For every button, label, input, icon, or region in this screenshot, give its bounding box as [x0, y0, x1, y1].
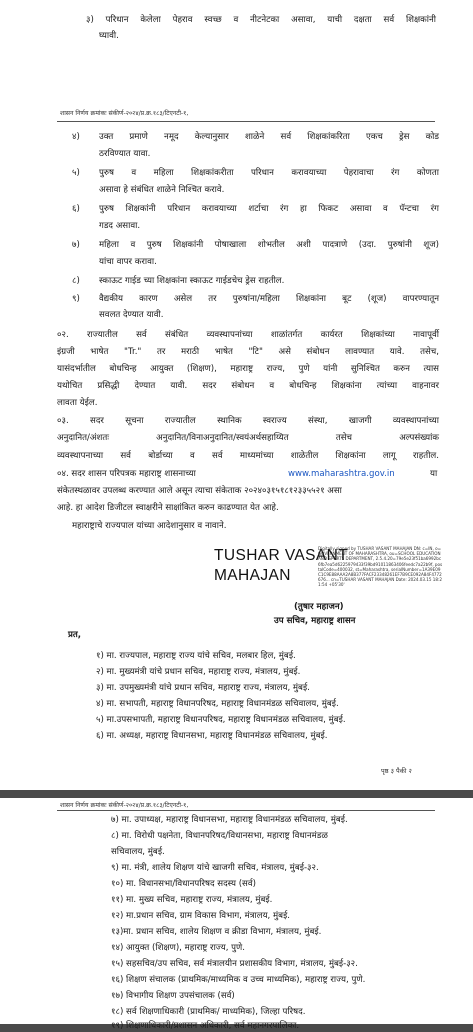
item-8-line-1: स्काऊट गाईड च्या शिक्षकांना स्काऊट गाईडचेच ड्रेस राहतील. [99, 276, 285, 286]
copy-list-item: १४) आयुक्त (शिक्षण), महाराष्ट्र राज्य, पुणे. [111, 943, 245, 953]
paragraph-line: ०२. राज्यातील सर्व संबंधित व्यवस्थापनांच्या शाळांतर्गत कार्यरत शिक्षकांच्या नावापूर्वी [57, 330, 439, 340]
item-number: ५) [72, 168, 80, 178]
header-divider [57, 810, 435, 811]
item-7-line-1: महिला व पुरुष शिक्षकांनी पोषाखाला शोभतील अशी पादत्राणे (उदा. पुरुषांनी शूज) [99, 240, 439, 250]
copy-list-item: १६) शिक्षण संचालक (प्राथमिक/माध्यमिक व उच्च माध्यमिक), महाराष्ट्र राज्य, पुणे. [111, 975, 366, 985]
page-separator [0, 790, 473, 798]
copy-list-item: ८) मा. विरोधी पक्षनेता, विधानपरिषद/विधानसभा, महाराष्ट्र विधानमंडळ [111, 831, 328, 841]
copy-list-item: ६) मा. अध्यक्ष, महाराष्ट्र विधानसभा, महाराष्ट्र विधानमंडळ सचिवालय, मुंबई. [96, 731, 328, 741]
item-3-line-1: ३) परिधान केलेला पेहराव स्वच्छ व नीटनेटका असावा, याची दक्षता सर्व शिक्षकांनी [86, 15, 436, 25]
copy-list-item: १५) सहसचिव/उप सचिव, सर्व मंत्रालयीन प्रशासकीय विभाग, मंत्रालय, मुंबई-३२. [111, 959, 358, 969]
paragraph-line: इंग्रजी भाषेत "Tr." तर मराठी भाषेत "टि" असे संबोधन लावण्यात यावे. तसेच, [57, 347, 439, 357]
item-6-line-1: पुरुष शिक्षकांनी परिधान करावयाच्या शर्टाचा रंग हा फिकट असावा व पॅन्टचा रंग [99, 204, 439, 214]
copy-list-item: १) मा. राज्यपाल, महाराष्ट्र राज्य यांचे सचिव, मलबार हिल, मुंबई. [96, 651, 296, 661]
paragraph-03-line: ०३. सदर सूचना राज्यातील स्थानिक स्वराज्य संस्था, खाजगी व्यवस्थापनांच्या [57, 416, 439, 426]
item-number: ४) [72, 132, 80, 142]
copy-list-item: ५) मा.उपसभापती, महाराष्ट्र विधानपरिषद, महाराष्ट्र विधानमंडळ सचिवालय, मुंबई. [96, 715, 346, 725]
copy-list-item: १३)मा. प्रधान सचिव, शालेय शिक्षण व क्रीडा विभाग, मंत्रालय, मुंबई. [111, 927, 322, 937]
item-9-line-1: वैद्यकीय कारण असेल तर पुरुषांना/महिला शिक्षकांना बूट (शूज) वापरण्यातून [99, 294, 439, 304]
signature-and-copies [0, 540, 473, 790]
paragraph-04-prefix: ०४. सदर शासन परिपत्रक महाराष्ट्र शासनाच्या [57, 469, 196, 479]
governor-order-line: महाराष्ट्राचे राज्यपाल यांच्या आदेशानुसार व नावाने. [72, 521, 227, 531]
paragraph-line: लावता येईल. [57, 398, 98, 408]
copy-to-label: प्रत, [68, 630, 82, 640]
copy-list-item-cont: सचिवालय, मुंबई. [111, 847, 165, 857]
paragraph-03-line: व्यवस्थापनाच्या सर्व बोर्डाच्या व सर्व माध्यमांच्या शाळेतील शिक्षकांना लागू राहतील. [57, 451, 439, 461]
item-5-line-2: असावा हे संबंधित शाळेने निश्चित करावे. [99, 185, 225, 195]
paragraph-line: यथोचित प्रसिद्धी देण्यात यावी. सदर संबोधन व बोधचिन्ह शिक्षकांना त्यांच्या वाहनावर [57, 381, 439, 391]
header-divider [57, 121, 435, 122]
item-number: ७) [72, 240, 80, 250]
copy-list-item: ७) मा. उपाध्यक्ष, महाराष्ट्र विधानसभा, महाराष्ट्र विधानमंडळ सचिवालय, मुंबई. [111, 815, 348, 825]
item-7-line-2: यांचा वापर करावा. [99, 257, 157, 267]
page-number: पृष्ठ ३ पैकी २ [381, 767, 412, 775]
copy-list-item: २) मा. मुख्यमंत्री यांचे प्रधान सचिव, महाराष्ट्र राज्य, मंत्रालय, मुंबई. [96, 667, 301, 677]
copy-list-item: १२) मा.प्रधान सचिव, ग्राम विकास विभाग, मंत्रालय, मुंबई. [111, 911, 291, 921]
paragraph-04-line-3: आहे. हा आदेश डिजीटल स्वाक्षरीने साक्षांकित करुन काढण्यात येत आहे. [57, 503, 279, 513]
website-link[interactable]: www.maharashtra.gov.in [288, 469, 395, 479]
item-number: ९) [72, 294, 80, 304]
paragraph-03-line: अनुदानित/अंशतः अनुदानित/विनाअनुदानित/स्वयंअर्थसहाय्यित तसेच अल्पसंख्यांक [57, 433, 439, 443]
document-page-1-cont [0, 414, 473, 452]
copy-list-item: १८) सर्व शिक्षणाधिकारी (प्राथमिक/ माध्यमिक), जिल्हा परिषद. [111, 1007, 306, 1017]
copy-list-item: १७) विभागीय शिक्षण उपसंचालक (सर्व) [111, 991, 235, 1001]
copy-list-item: १९) शिक्षणाधिकारी/प्रशासन अधिकारी, सर्व महानगरपालिका. [111, 1021, 300, 1031]
copy-list-item: ११) मा. मुख्य सचिव, महाराष्ट्र राज्य, मंत्रालय, मुंबई. [111, 895, 273, 905]
page-header: शासन निर्णय क्रमांकः संकीर्ण-२०२४/प्र.क्र.१८३/टिएनटी-१, [60, 110, 189, 117]
signer-name-line-1: TUSHAR VASANT [214, 547, 349, 564]
document-page-2 [0, 798, 473, 1031]
paragraph-line: यासंदर्भातील बोधचिन्ह आयुक्त (शिक्षण), महाराष्ट्र राज्य, पुणे यांनी सुनिश्चित करुन त्यास [57, 364, 439, 374]
copy-list-item: ४) मा. सभापती, महाराष्ट्र विधानपरिषद, महाराष्ट्र विधानमंडळ सचिवालय, मुंबई. [96, 699, 339, 709]
digital-signature-details: Digitally signed by TUSHAR VASANT MAHAJAN DN: c=IN, o=GOVERNMENT OF MAHARASHTRA, ou=SCHOOL EDUCATION AND SPORTS DEPARTMENT, 2.5.4.20=79e5e23f51ba6992bc6fb7ea5d6225979433f39bd91011863406feedc7a22b9f, postalCode=400032, st=Maharashtra, serialNumber=1A39E09C1C9E88AAA2A8B377FACF23348261EF7B9CE092A84F4772676... cn=TUSHAR VASANT MAHAJAN Date: 2024.03.15 18:21:54 +05'30' [318, 546, 443, 588]
signer-designation: उप सचिव, महाराष्ट्र शासन [274, 616, 356, 626]
item-number: ८) [72, 276, 80, 286]
paragraph-04-suffix: या [430, 469, 438, 479]
paragraph-04-line-2: संकेतस्थळावर उपलब्ध करण्यात आले असून त्याचा संकेताक २०२४०३१५१८१२३३५५२१ असा [57, 486, 342, 496]
item-5-line-1: पुरुष व महिला शिक्षकांकरीता परिधान करावयाच्या पेहरावाचा रंग कोणता [99, 168, 439, 178]
document-page-1 [0, 0, 473, 452]
item-4-line-1: उक्त प्रमाणे नमूद केल्यानुसार शाळेने सर्व शिक्षकांकरिता एकच ड्रेस कोड [99, 132, 439, 142]
item-number: ६) [72, 204, 80, 214]
item-3-line-2: घ्यावी. [99, 31, 119, 41]
item-6-line-2: गडद असावा. [99, 221, 141, 231]
copy-list-item: १०) मा. विधानसभा/विधानपरिषद सदस्य (सर्व) [111, 879, 257, 889]
copy-list-item: ९) मा. मंत्री, शालेय शिक्षण यांचे खाजगी सचिव, मंत्रालय, मुंबई-३२. [111, 863, 319, 873]
copy-list-item: ३) मा. उपमुख्यमंत्री यांचे प्रधान सचिव, महाराष्ट्र राज्य, मंत्रालय, मुंबई. [96, 683, 310, 693]
item-9-line-2: सवलत देण्यात यावी. [99, 310, 164, 320]
signer-name-line-2: MAHAJAN [214, 567, 291, 584]
signer-marathi-name: (तुषार महाजन) [294, 602, 344, 612]
item-4-line-2: ठरविण्यात यावा. [99, 149, 151, 159]
page-header: शासन निर्णय क्रमांकः संकीर्ण-२०२४/प्र.क्र.१८३/टिएनटी-१, [60, 802, 189, 809]
